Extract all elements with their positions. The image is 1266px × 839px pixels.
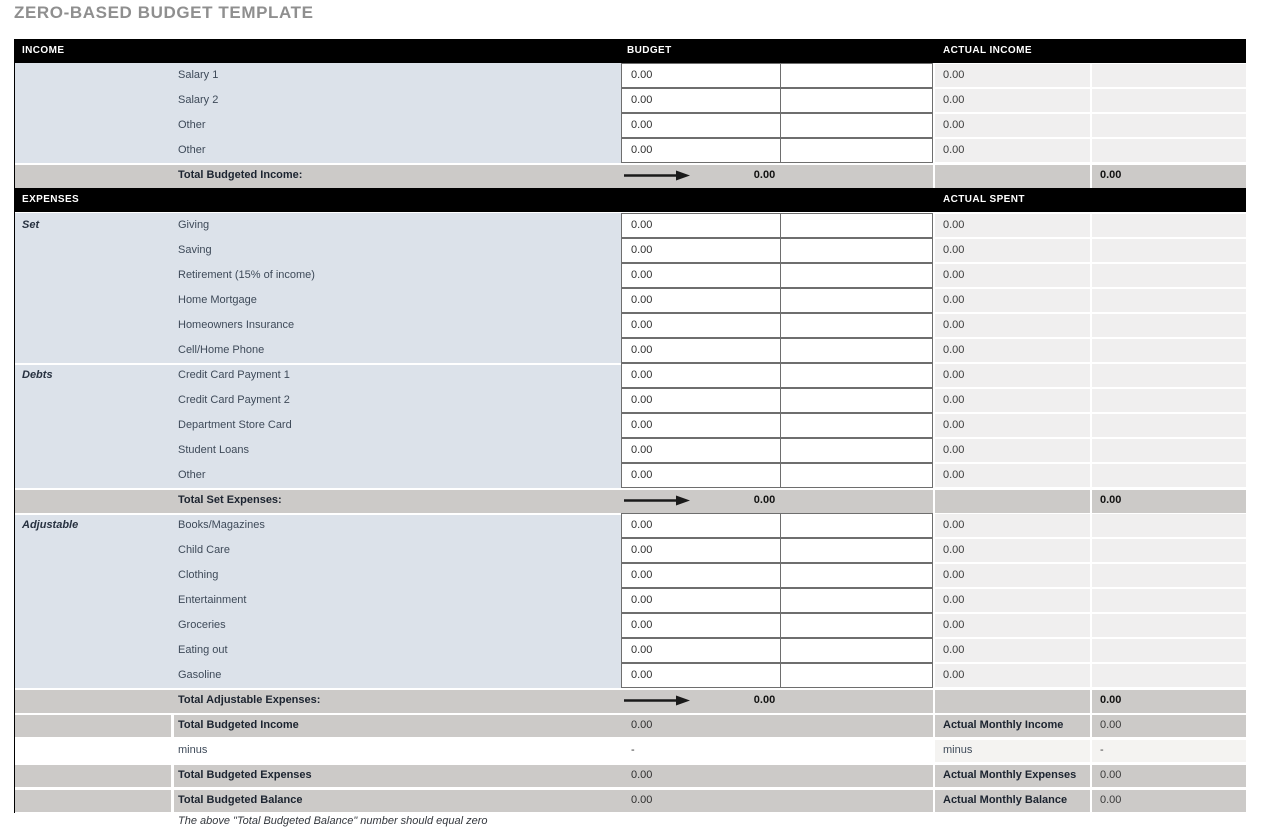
expenses-section-title: EXPENSES [22,194,80,205]
summary-right-label: minus [943,744,973,756]
label-cell [14,238,622,263]
total-actual-value: 0.00 [1100,494,1122,506]
actual-value[interactable]: 0.00 [943,94,965,106]
summary-right-value: 0.00 [1100,769,1122,781]
actual-extra-cell[interactable] [1092,364,1246,387]
label-cell [14,538,622,563]
budget-extra-cell[interactable] [780,663,933,688]
income-section-title: INCOME [22,45,65,56]
actual-extra-cell[interactable] [1092,389,1246,412]
label-cell [14,663,622,688]
budget-column-header: BUDGET [627,45,672,56]
actual-extra-cell[interactable] [1092,289,1246,312]
table-row [14,438,1246,463]
actual-extra-cell[interactable] [1092,314,1246,337]
actual-extra-cell[interactable] [1092,564,1246,587]
table-row [14,588,1246,613]
budget-value[interactable]: 0.00 [631,394,653,406]
summary-label: Total Budgeted Expenses [178,769,312,781]
budget-value[interactable]: 0.00 [631,519,653,531]
actual-value[interactable]: 0.00 [943,669,965,681]
summary-label: Total Budgeted Income [178,719,299,731]
table-row [14,513,1246,538]
label-cell [14,613,622,638]
budget-value[interactable]: 0.00 [631,644,653,656]
budget-table [14,39,1246,839]
summary-right-label: Actual Monthly Income [943,719,1064,731]
budget-value[interactable]: 0.00 [631,469,653,481]
budget-extra-cell[interactable] [780,63,933,88]
income-header-row [14,39,1246,63]
item-label: Credit Card Payment 2 [178,394,290,406]
actual-value[interactable]: 0.00 [943,369,965,381]
actual-value[interactable]: 0.00 [943,69,965,81]
summary-right-value-cell [1092,740,1246,762]
table-row [14,88,1246,113]
budget-extra-cell[interactable] [780,388,933,413]
summary-bar-cell [14,715,171,737]
actual-extra-cell[interactable] [1092,589,1246,612]
item-label: Credit Card Payment 1 [178,369,290,381]
actual-value[interactable]: 0.00 [943,119,965,131]
summary-label: Total Budgeted Balance [178,794,303,806]
budget-extra-cell[interactable] [780,613,933,638]
actual-value[interactable]: 0.00 [943,394,965,406]
item-label: Other [178,144,206,156]
summary-value: 0.00 [631,794,653,806]
budget-extra-cell[interactable] [780,113,933,138]
actual-extra-cell[interactable] [1092,239,1246,262]
item-label: Child Care [178,544,230,556]
budget-extra-cell[interactable] [780,263,933,288]
budget-value[interactable]: 0.00 [631,294,653,306]
summary-value: 0.00 [631,719,653,731]
budget-extra-cell[interactable] [780,338,933,363]
summary-bar-cell [14,790,171,812]
label-cell [14,63,622,88]
table-row [14,413,1246,438]
budget-extra-cell[interactable] [780,138,933,163]
actual-extra-cell[interactable] [1092,139,1246,162]
total-budget-value: 0.00 [753,694,776,706]
item-label: Eating out [178,644,228,656]
item-label: Gasoline [178,669,222,681]
budget-extra-cell[interactable] [780,438,933,463]
label-cell [14,263,622,288]
actual-value[interactable]: 0.00 [943,344,965,356]
table-row [14,388,1246,413]
table-row [14,563,1246,588]
item-label: Home Mortgage [178,294,257,306]
summary-bar-cell [14,765,171,787]
budget-extra-cell[interactable] [780,513,933,538]
budget-value[interactable]: 0.00 [631,94,653,106]
summary-bar-cell [174,740,933,762]
budget-extra-cell[interactable] [780,638,933,663]
budget-value[interactable]: 0.00 [631,69,653,81]
table-row [14,638,1246,663]
budget-value[interactable]: 0.00 [631,369,653,381]
item-label: Saving [178,244,212,256]
actual-value[interactable]: 0.00 [943,444,965,456]
label-cell [14,138,622,163]
summary-right-value: 0.00 [1100,794,1122,806]
item-label: Other [178,469,206,481]
actual-extra-cell[interactable] [1092,439,1246,462]
budget-value[interactable]: 0.00 [631,569,653,581]
table-row [14,613,1246,638]
budget-extra-cell[interactable] [780,238,933,263]
budget-value[interactable]: 0.00 [631,319,653,331]
table-row [14,538,1246,563]
label-cell [14,338,622,363]
budget-value[interactable]: 0.00 [631,119,653,131]
actual-extra-cell[interactable] [1092,539,1246,562]
budget-extra-cell[interactable] [780,588,933,613]
label-cell [14,113,622,138]
budget-extra-cell[interactable] [780,463,933,488]
summary-row-minus [14,738,1246,763]
summary-row-total-budgeted-income [14,713,1246,738]
actual-value[interactable]: 0.00 [943,419,965,431]
actual-extra-cell[interactable] [1092,64,1246,87]
category-label: Set [22,219,40,231]
summary-row-total-budgeted-balance [14,788,1246,813]
budget-value[interactable]: 0.00 [631,594,653,606]
table-row [14,113,1246,138]
table-row [14,363,1246,388]
item-label: Cell/Home Phone [178,344,265,356]
budget-value[interactable]: 0.00 [631,344,653,356]
summary-right-label: Actual Monthly Expenses [943,769,1077,781]
actual-value[interactable]: 0.00 [943,144,965,156]
total-row-cell [935,488,1090,513]
table-row [14,63,1246,88]
label-cell [14,638,622,663]
item-label: Groceries [178,619,226,631]
summary-right-value: 0.00 [1100,719,1122,731]
actual-extra-cell[interactable] [1092,664,1246,687]
actual-extra-cell[interactable] [1092,214,1246,237]
item-label: Salary 2 [178,94,219,106]
item-label: Other [178,119,206,131]
budget-extra-cell[interactable] [780,213,933,238]
budget-extra-cell[interactable] [780,413,933,438]
label-cell [14,388,622,413]
actual-extra-cell[interactable] [1092,89,1246,112]
actual-value[interactable]: 0.00 [943,594,965,606]
item-label: Books/Magazines [178,519,265,531]
summary-label: minus [178,744,208,756]
label-cell [14,463,622,488]
actual-value[interactable]: 0.00 [943,544,965,556]
item-label: Clothing [178,569,219,581]
budget-extra-cell[interactable] [780,288,933,313]
actual-spent-column-header: ACTUAL SPENT [943,194,1025,205]
item-label: Entertainment [178,594,247,606]
actual-value[interactable]: 0.00 [943,269,965,281]
budget-value[interactable]: 0.00 [631,544,653,556]
table-row [14,663,1246,688]
total-label: Total Adjustable Expenses: [178,694,321,706]
budget-value[interactable]: 0.00 [631,619,653,631]
footnote: The above "Total Budgeted Balance" number should equal zero [178,815,488,827]
actual-extra-cell[interactable] [1092,639,1246,662]
table-row [14,463,1246,488]
budget-value[interactable]: 0.00 [631,219,653,231]
total-budget-value: 0.00 [753,169,776,181]
summary-right-value: - [1100,744,1104,756]
item-label: Department Store Card [178,419,292,431]
label-cell [14,313,622,338]
budget-value[interactable]: 0.00 [631,244,653,256]
total-adjustable-expenses-row [14,688,1246,713]
budget-extra-cell[interactable] [780,563,933,588]
item-label: Homeowners Insurance [178,319,295,331]
item-label: Salary 1 [178,69,219,81]
summary-bar-cell [14,740,171,762]
budget-value[interactable]: 0.00 [631,669,653,681]
actual-value[interactable]: 0.00 [943,469,965,481]
label-cell [14,588,622,613]
label-cell [14,513,622,538]
summary-value: - [631,744,635,756]
table-left-border [14,39,15,813]
actual-value[interactable]: 0.00 [943,319,965,331]
budget-extra-cell[interactable] [780,363,933,388]
actual-value[interactable]: 0.00 [943,294,965,306]
budget-value[interactable]: 0.00 [631,419,653,431]
category-label: Adjustable [22,519,79,531]
total-label: Total Set Expenses: [178,494,282,506]
table-row [14,313,1246,338]
actual-value[interactable]: 0.00 [943,519,965,531]
total-label: Total Budgeted Income: [178,169,303,181]
table-row [14,138,1246,163]
actual-value[interactable]: 0.00 [943,244,965,256]
total-set-expenses-row [14,488,1246,513]
label-cell [14,438,622,463]
total-actual-value: 0.00 [1100,169,1122,181]
label-cell [14,413,622,438]
item-label: Giving [178,219,210,231]
table-row [14,263,1246,288]
budget-value[interactable]: 0.00 [631,269,653,281]
budget-extra-cell[interactable] [780,88,933,113]
total-actual-value: 0.00 [1100,694,1122,706]
actual-income-column-header: ACTUAL INCOME [943,45,1032,56]
actual-value[interactable]: 0.00 [943,644,965,656]
summary-right-label: Actual Monthly Balance [943,794,1068,806]
item-label: Student Loans [178,444,249,456]
actual-extra-cell[interactable] [1092,264,1246,287]
total-budgeted-income-row [14,163,1246,188]
table-row [14,338,1246,363]
item-label: Retirement (15% of income) [178,269,315,281]
table-row [14,238,1246,263]
table-row [14,213,1246,238]
table-row [14,288,1246,313]
actual-value[interactable]: 0.00 [943,219,965,231]
page-title: ZERO-BASED BUDGET TEMPLATE [14,3,314,22]
total-budget-value: 0.00 [753,494,776,506]
actual-extra-cell[interactable] [1092,514,1246,537]
actual-extra-cell[interactable] [1092,114,1246,137]
label-cell [14,213,622,238]
budget-extra-cell[interactable] [780,313,933,338]
total-row-cell [935,163,1090,188]
budget-extra-cell[interactable] [780,538,933,563]
actual-extra-cell[interactable] [1092,464,1246,487]
label-cell [14,288,622,313]
budget-value[interactable]: 0.00 [631,144,653,156]
expenses-header-row [14,188,1246,212]
label-cell [14,563,622,588]
summary-row-total-budgeted-expenses [14,763,1246,788]
budget-value[interactable]: 0.00 [631,444,653,456]
actual-extra-cell[interactable] [1092,339,1246,362]
summary-value: 0.00 [631,769,653,781]
label-cell [14,88,622,113]
actual-extra-cell[interactable] [1092,414,1246,437]
total-row-cell [935,688,1090,713]
actual-value[interactable]: 0.00 [943,569,965,581]
category-label: Debts [22,369,53,381]
actual-extra-cell[interactable] [1092,614,1246,637]
actual-value[interactable]: 0.00 [943,619,965,631]
label-cell [14,363,622,388]
